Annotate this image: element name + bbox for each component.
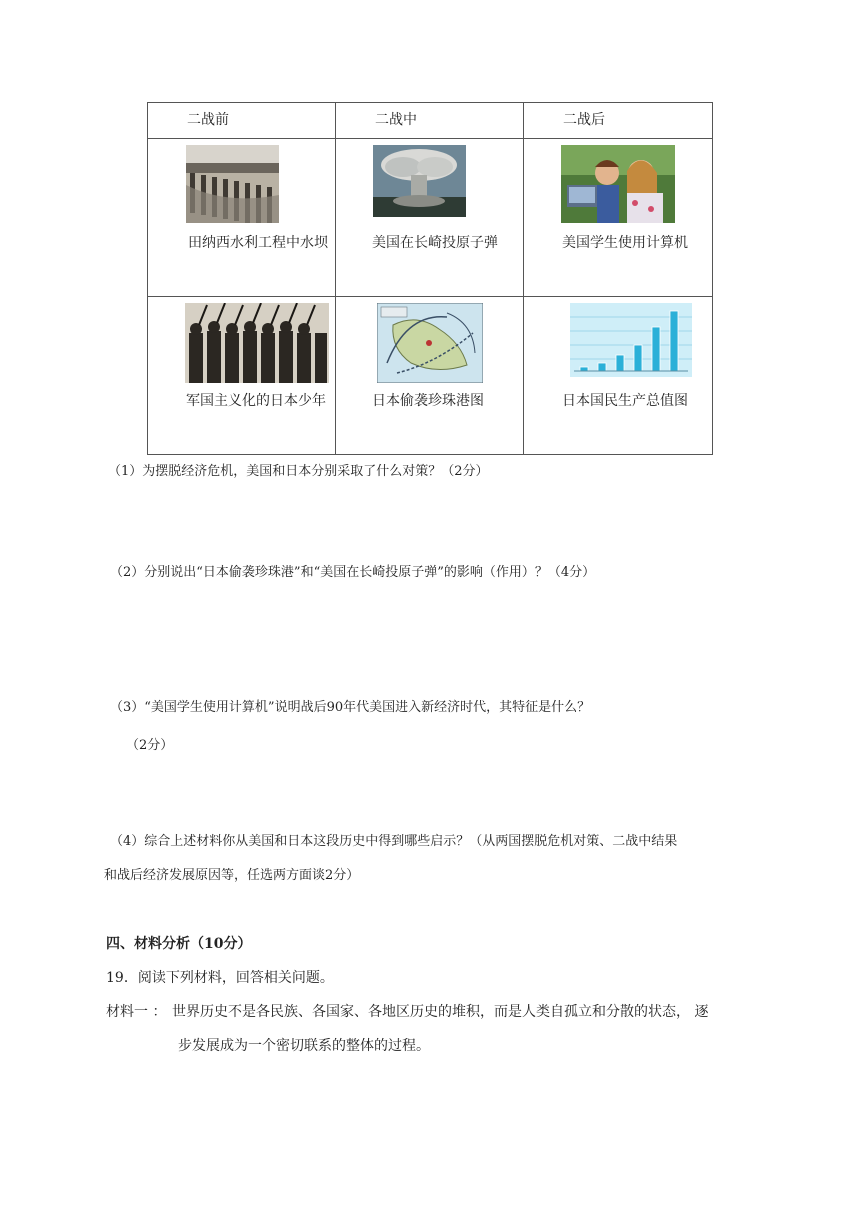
- question-4-line1: （4）综合上述材料你从美国和日本这段历史中得到哪些启示？（从两国摆脱危机对策、二战中结果: [110, 834, 678, 849]
- question-1: （1）为摆脱经济危机，美国和日本分别采取了什么对策？（2分）: [108, 464, 489, 479]
- question-4-line2: 和战后经济发展原因等，任选两方面谈2分）: [104, 868, 360, 883]
- cell-dam: [148, 139, 336, 297]
- header-after-war: [524, 103, 713, 139]
- cell-pearl-harbor: [336, 297, 524, 455]
- section-4-title: 四、材料分析（10分）: [106, 936, 252, 952]
- cell-gnp-chart: [524, 297, 713, 455]
- mushroom-cloud-photo: [373, 145, 466, 217]
- caption-computer: 美国学生使用计算机: [562, 235, 688, 251]
- caption-atomic-bomb: 美国在长崎投原子弹: [372, 235, 498, 251]
- header-label: 二战后: [563, 112, 605, 128]
- caption-dam: 田纳西水利工程中水坝: [188, 235, 328, 251]
- question-19: 19．阅读下列材料，回答相关问题。: [106, 970, 334, 986]
- caption-gnp-chart: 日本国民生产总值图: [562, 393, 688, 409]
- history-image-table: [147, 102, 713, 455]
- material-1-label: 材料一 ：: [106, 1004, 167, 1020]
- caption-pearl-harbor: 日本偷袭珍珠港图: [372, 393, 484, 409]
- material-1-line1: 世界历史不是各民族、各国家、各地区历史的堆积，而是人类自孤立和分散的状态， 逐: [172, 1004, 709, 1020]
- question-3-line1: （3）“美国学生使用计算机”说明战后90年代美国进入新经济时代，其特征是什么？: [110, 700, 591, 715]
- dam-photo: [186, 145, 279, 223]
- gnp-bar-chart: [570, 303, 692, 377]
- header-label: 二战前: [187, 112, 229, 128]
- header-during-war: [336, 103, 524, 139]
- children-computer-photo: [561, 145, 675, 223]
- cell-soldiers: [148, 297, 336, 455]
- header-before-war: [148, 103, 336, 139]
- cell-computer: [524, 139, 713, 297]
- header-label: 二战中: [375, 112, 417, 128]
- pearl-harbor-map: [377, 303, 483, 383]
- material-1-line2: 步发展成为一个密切联系的整体的过程。: [178, 1038, 430, 1054]
- question-3-line2: （2分）: [126, 738, 174, 753]
- soldiers-photo: [185, 303, 329, 383]
- question-2: （2）分别说出“日本偷袭珍珠港”和“美国在长崎投原子弹”的影响（作用）？（4分）: [110, 565, 596, 580]
- cell-atomic-bomb: [336, 139, 524, 297]
- caption-soldiers: 军国主义化的日本少年: [186, 393, 326, 409]
